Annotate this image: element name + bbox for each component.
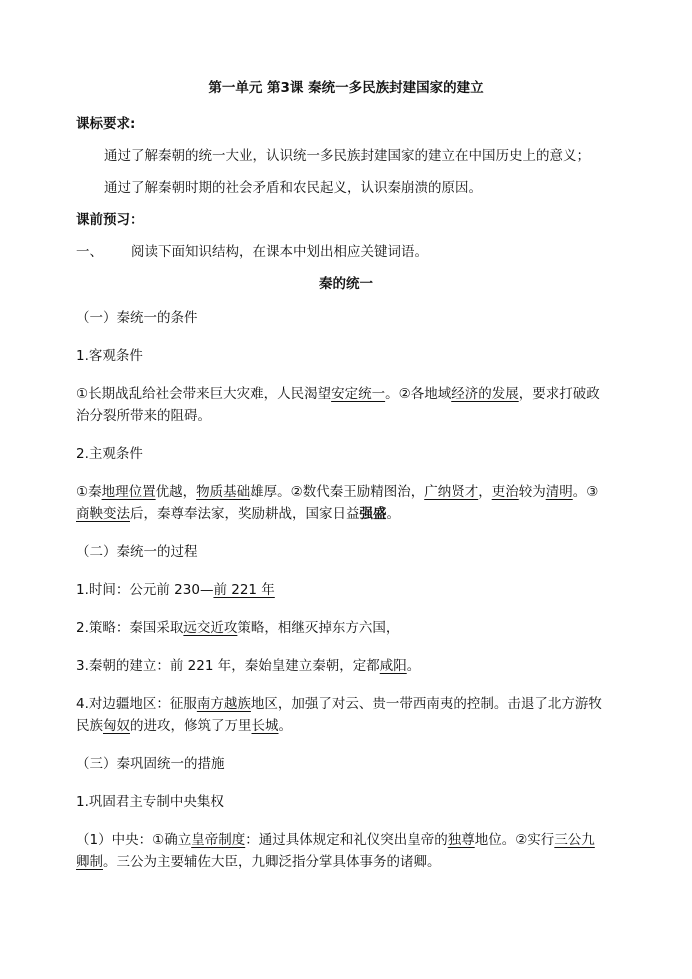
text-run: 。三公为主要辅佐大臣，九卿泛指分掌具体事务的诸卿。 bbox=[103, 854, 441, 870]
keyword-underlined: 南方越族 bbox=[196, 696, 251, 712]
text-run: 。③ bbox=[572, 484, 599, 500]
text-run: ，要求打破政 bbox=[518, 386, 600, 402]
keyword-underlined: 匈奴 bbox=[103, 718, 130, 734]
keyword-underlined: 商鞅变法 bbox=[76, 506, 130, 522]
keyword-underlined: 远交近攻 bbox=[183, 620, 238, 636]
text-run: 民族 bbox=[76, 718, 103, 734]
standards-heading: 课标要求: bbox=[76, 116, 136, 132]
keyword-bold: 强盛 bbox=[359, 506, 387, 522]
objective-conditions-text-cont: 治分裂所带来的阻碍。 bbox=[76, 408, 211, 424]
text-run: 。 bbox=[278, 718, 292, 734]
central-government-text-cont bbox=[76, 852, 441, 872]
section-title-qin-unification: 秦的统一 bbox=[319, 276, 373, 292]
preview-heading: 课前预习： bbox=[76, 212, 144, 228]
standards-item-2: 通过了解秦朝时期的社会矛盾和农民起义，认识秦崩溃的原因。 bbox=[104, 180, 482, 196]
subjective-conditions-label: 2.主观条件 bbox=[76, 446, 143, 462]
keyword-underlined: 独尊 bbox=[447, 832, 475, 848]
text-run: 地区，加强了对云、贵一带西南夷的控制。击退了北方游牧 bbox=[250, 696, 602, 712]
text-run: 3.秦朝的建立：前 221 年，秦始皇建立秦朝，定都 bbox=[76, 658, 380, 674]
text-run: 2.策略：秦国采取 bbox=[76, 620, 184, 636]
process-founding bbox=[76, 656, 420, 676]
keyword-underlined: 安定统一 bbox=[331, 386, 386, 402]
text-run: ①长期战乱给社会带来巨大灾难，人民渴望 bbox=[76, 386, 332, 402]
text-run: 雄厚。②数代秦王励精图治， bbox=[250, 484, 425, 500]
process-border-cont bbox=[76, 716, 292, 736]
process-strategy bbox=[76, 618, 399, 638]
text-run: 。 bbox=[386, 506, 400, 522]
preview-step bbox=[76, 242, 428, 262]
preview-step-text: 阅读下面知识结构，在课本中划出相应关键词语。 bbox=[131, 244, 428, 260]
consolidation-sub1: 1.巩固君主专制中央集权 bbox=[76, 794, 224, 810]
process-time bbox=[76, 580, 275, 600]
text-run: 策略，相继灭掉东方六国， bbox=[237, 620, 400, 636]
keyword-underlined: 吏治 bbox=[491, 484, 519, 500]
process-border bbox=[76, 694, 602, 714]
text-run: ：通过具体规定和礼仪突出皇帝的 bbox=[245, 832, 448, 848]
keyword-underlined: 三公九 bbox=[554, 832, 595, 848]
process-heading: （二）秦统一的过程 bbox=[76, 544, 198, 560]
text-run: 优越， bbox=[155, 484, 197, 500]
keyword-underlined: 前 221 年 bbox=[213, 582, 275, 598]
subjective-conditions-text-cont bbox=[76, 504, 400, 524]
text-run: 4.对边疆地区：征服 bbox=[76, 696, 197, 712]
standards-item-1: 通过了解秦朝的统一大业，认识统一多民族封建国家的建立在中国历史上的意义； bbox=[104, 148, 590, 164]
preview-step-number: 一、 bbox=[76, 244, 103, 260]
keyword-underlined: 物质基础 bbox=[196, 484, 251, 500]
text-run: 的进攻，修筑了万里 bbox=[130, 718, 252, 734]
text-run: （1）中央：①确立 bbox=[76, 832, 192, 848]
keyword-underlined: 长城 bbox=[251, 718, 279, 734]
consolidation-heading: （三）秦巩固统一的措施 bbox=[76, 756, 225, 772]
conditions-heading: （一）秦统一的条件 bbox=[76, 310, 198, 326]
keyword-underlined: 地理位置 bbox=[101, 484, 156, 500]
subjective-conditions-text bbox=[76, 482, 598, 502]
objective-conditions-text bbox=[76, 384, 600, 404]
text-run: 后，秦尊奉法家，奖励耕战，国家日益 bbox=[130, 506, 360, 522]
keyword-underlined: 广纳贤才 bbox=[424, 484, 479, 500]
central-government-text bbox=[76, 830, 595, 850]
document-title: 第一单元 第3课 秦统一多民族封建国家的建立 bbox=[208, 80, 484, 96]
text-run: 。②各地域 bbox=[385, 386, 452, 402]
keyword-underlined: 经济的发展 bbox=[451, 386, 519, 402]
text-run: ， bbox=[478, 484, 492, 500]
text-run: ①秦 bbox=[76, 484, 102, 500]
text-run: 1.时间：公元前 230— bbox=[76, 582, 214, 598]
keyword-underlined: 咸阳 bbox=[379, 658, 407, 674]
keyword-underlined: 卿制 bbox=[76, 854, 103, 870]
keyword-underlined: 皇帝制度 bbox=[191, 832, 246, 848]
text-run: 较为 bbox=[518, 484, 546, 500]
objective-conditions-label: 1.客观条件 bbox=[76, 348, 143, 364]
text-run: 地位。②实行 bbox=[474, 832, 555, 848]
text-run: 。 bbox=[406, 658, 421, 674]
keyword-underlined: 清明 bbox=[545, 484, 573, 500]
